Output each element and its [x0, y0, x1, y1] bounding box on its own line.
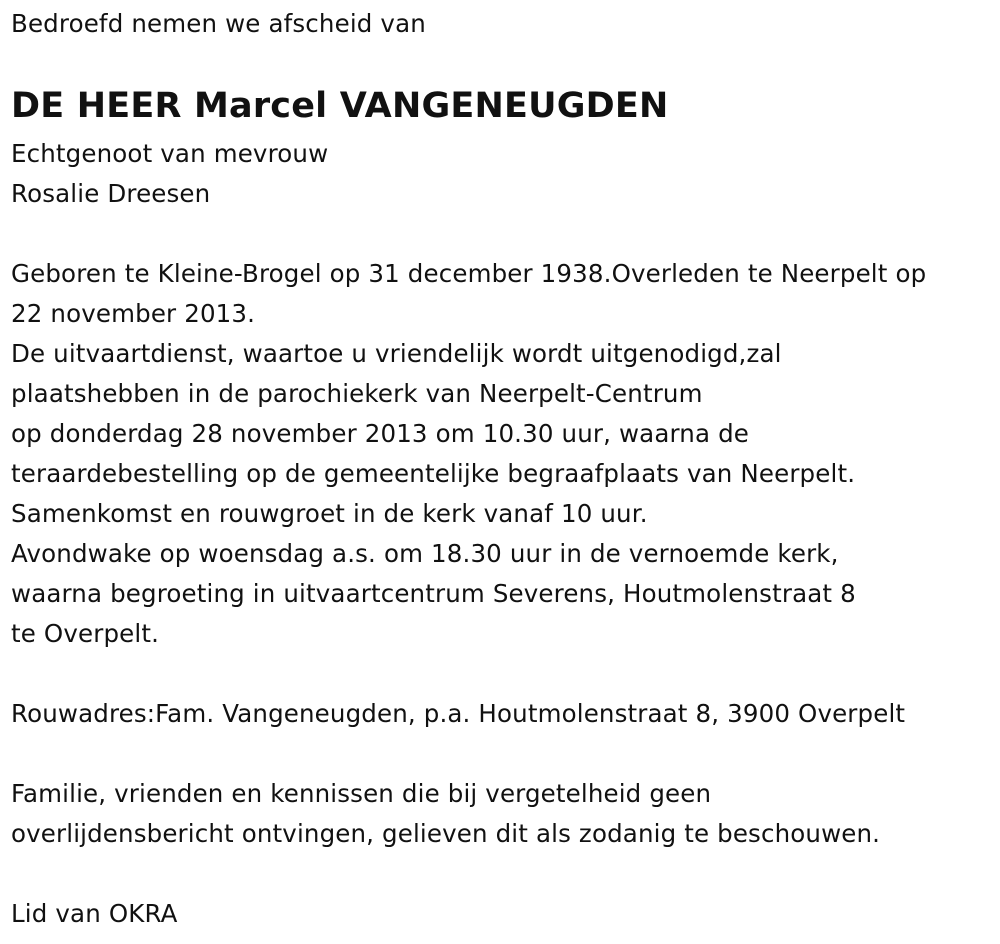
deceased-name: DE HEER Marcel VANGENEUGDEN: [11, 86, 669, 126]
bio-line: De uitvaartdienst, waartoe u vriendelijk wordt uitgenodigd,zal: [11, 339, 782, 368]
bio-line: op donderdag 28 november 2013 om 10.30 uur, waarna de: [11, 419, 749, 448]
bio-line: Geboren te Kleine-Brogel op 31 december 1938.Overleden te Neerpelt op: [11, 259, 927, 288]
notice-line: overlijdensbericht ontvingen, gelieven dit als zodanig te beschouwen.: [11, 819, 881, 848]
notice-block: [11, 774, 880, 854]
biography-block: [11, 254, 926, 654]
bio-line: te Overpelt.: [11, 619, 160, 648]
bio-line: Avondwake op woensdag a.s. om 18.30 uur in de vernoemde kerk,: [11, 539, 839, 568]
notice-line: Familie, vrienden en kennissen die bij vergetelheid geen: [11, 779, 712, 808]
intro-text: Bedroefd nemen we afscheid van: [11, 9, 426, 38]
bio-line: teraardebestelling op de gemeentelijke begraafplaats van Neerpelt.: [11, 459, 856, 488]
spouse-line: Rosalie Dreesen: [11, 179, 211, 208]
spouse-block: [11, 134, 328, 214]
bio-line: plaatshebben in de parochiekerk van Neerpelt-Centrum: [11, 379, 703, 408]
membership-text: Lid van OKRA: [11, 899, 178, 928]
bio-line: waarna begroeting in uitvaartcentrum Severens, Houtmolenstraat 8: [11, 579, 856, 608]
mourning-address: Rouwadres:Fam. Vangeneugden, p.a. Houtmolenstraat 8, 3900 Overpelt: [11, 699, 906, 728]
spouse-line: Echtgenoot van mevrouw: [11, 139, 329, 168]
bio-line: 22 november 2013.: [11, 299, 256, 328]
bio-line: Samenkomst en rouwgroet in de kerk vanaf 10 uur.: [11, 499, 648, 528]
